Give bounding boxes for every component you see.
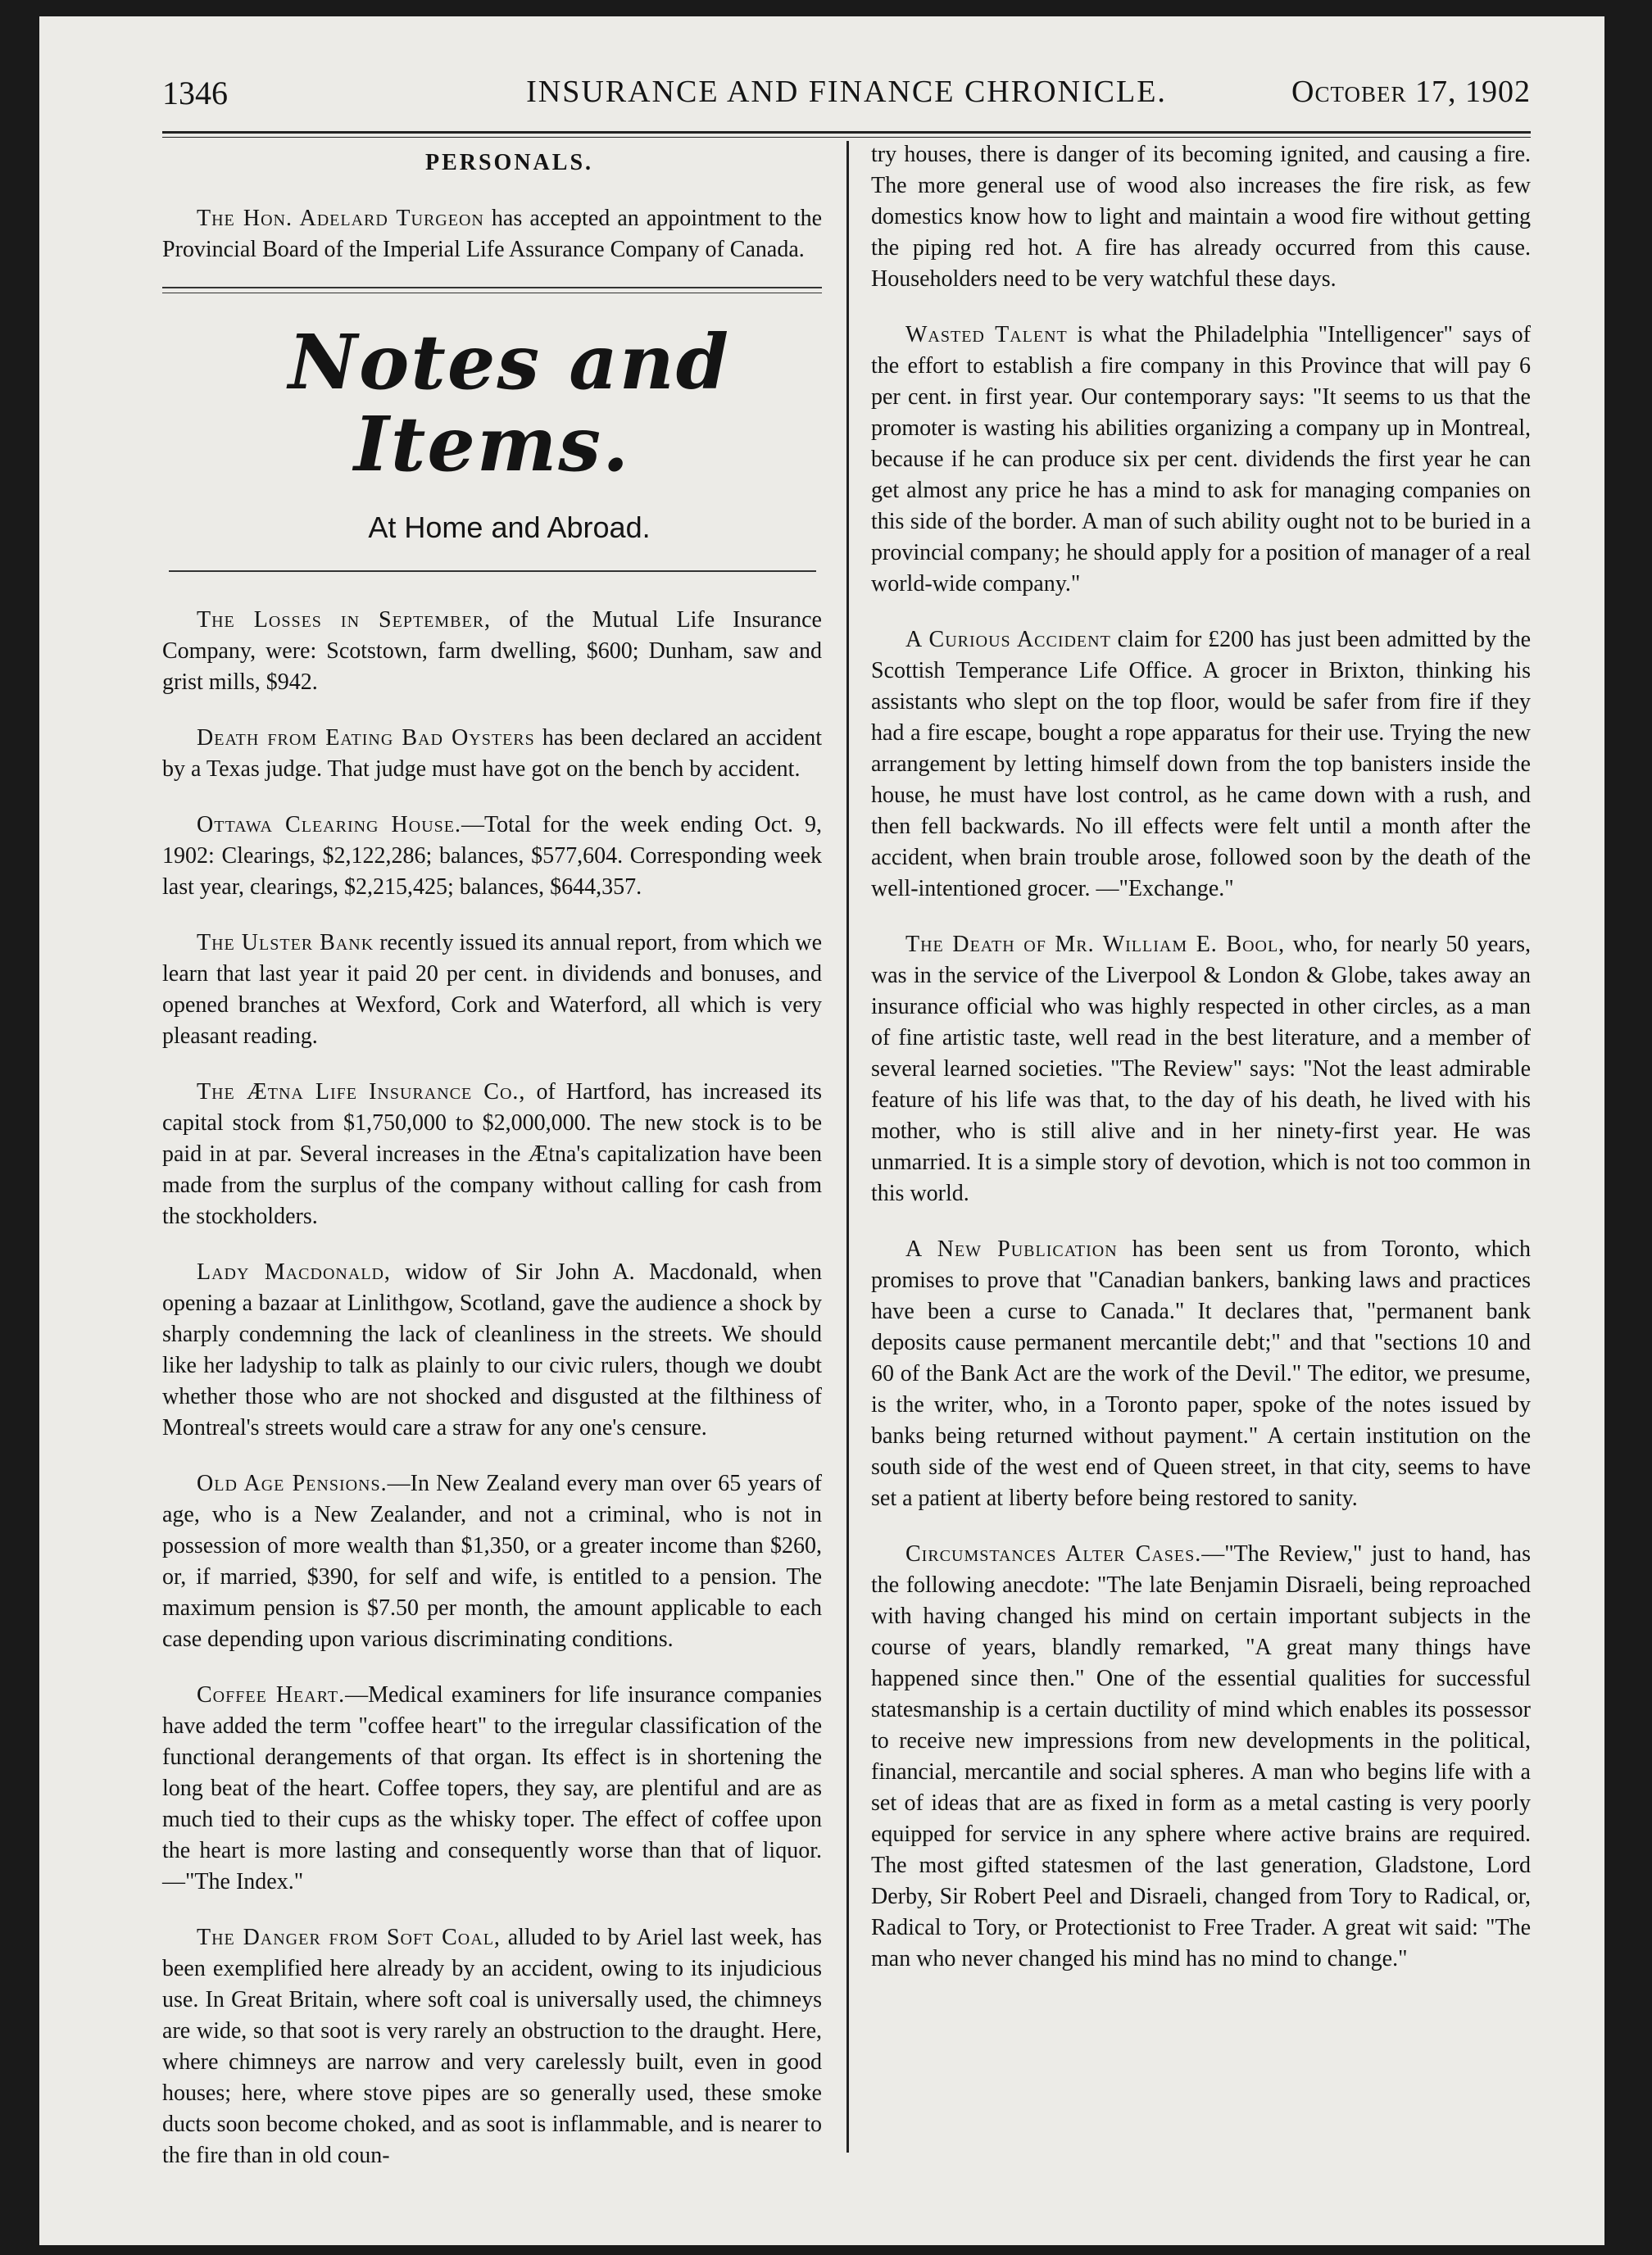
header-rule-thin — [162, 137, 1531, 138]
item-lead: The Losses in September, — [197, 607, 492, 633]
news-item-continued — [871, 139, 1531, 295]
personals-text: has accepted an appointment to the Provincial Board of the Imperial Life Assurance Company of Canada. — [162, 206, 822, 262]
item-lead: The Ulster Bank — [197, 930, 374, 955]
item-text: alluded to by Ariel last week, has been exemplified here already by an accident, owing to its injudicious use. In Great Britain, where soft coal is universally used, the chimneys are wide, so that soot is very rarely an obstruction to the draught. Here, where chimneys are narrow and very carelessly built, even in good houses; here, where stove pipes are so generally used, these smoke ducts soon become choked, and as soot is inflammable, and is nearer to the fire than in old coun- — [162, 1925, 822, 2168]
left-column — [162, 147, 822, 2196]
personals-heading: PERSONALS. — [424, 150, 594, 175]
news-item — [871, 624, 1531, 905]
publication-title: INSURANCE AND FINANCE CHRONICLE. — [526, 75, 1167, 109]
newspaper-page — [39, 16, 1604, 2245]
news-item — [871, 1539, 1531, 1975]
personals-lead: The Hon. Adelard Turgeon — [197, 206, 484, 231]
item-text: —"The Review," just to hand, has the following anecdote: "The late Benjamin Disraeli, being reproached with having changed his mind on certain important subjects in the course of years, blandly remarked, "A great many things have happened since then." One of the essential qualities for successful statesmanship is a certain ductility of mind which enables its possessor to receive new impressions from new developments in the political, financial, mercantile and social spheres. A man who begins life with a set of ideas that are as fixed in form as a metal casting is very poorly equipped for service in any sphere where active brains are required. The most gifted statesmen of the last generation, Gladstone, Lord Derby, Sir Robert Peel and Disraeli, changed from Tory to Radical, or, Radical to Tory, or Protectionist to Free Trader. A great wit said: "The man who never changed his mind has no mind to change." — [871, 1541, 1531, 1971]
right-column — [871, 139, 1531, 1999]
news-item — [871, 1234, 1531, 1514]
item-lead: Death from Eating Bad Oysters — [197, 725, 535, 751]
item-text: claim for £200 has just been admitted by the Scottish Temperance Life Office. A grocer in Brixton, thinking his assistants who slept on the top floor, would be safer from fire if they had a fire escape, bought a rope apparatus for their use. Trying the new arrangement by letting himself down from the top banisters inside the house, he must have lost control, as he came down with a rush, and then fell backwards. No ill effects were felt until a month after the accident, when brain trouble arose, followed soon by the death of the well-intentioned grocer. —"Exchange." — [871, 627, 1532, 901]
news-item — [871, 929, 1531, 1209]
section-rule — [162, 287, 822, 293]
item-lead: Coffee Heart. — [197, 1682, 346, 1708]
item-text: recently issued its annual report, from which we learn that last year it paid 20 per cent. in dividends and bonuses, and opened branches at Wexford, Cork and Waterford, all which is very pleasant reading. — [162, 930, 822, 1049]
news-item — [871, 320, 1531, 600]
item-lead: Wasted Talent — [905, 322, 1068, 347]
item-text: of Hartford, has increased its capital stock from $1,750,000 to $2,000,000. The new stock is to be paid in at par. Several increases in the Ætna's capitalization have been made from the surplus of the company without calling for cash from the stockholders. — [162, 1079, 822, 1229]
item-text: has been declared an accident by a Texas judge. That judge must have got on the bench by accident. — [162, 725, 822, 782]
issue-date: October 17, 1902 — [1291, 75, 1531, 109]
item-text: —Total for the week ending Oct. 9, 1902: Clearings, $2,122,286; balances, $577,604. Corresponding week last year, clearings, $2,215,425; balances, $644,357. — [162, 812, 823, 900]
item-text: —In New Zealand every man over 65 years of age, who is a New Zealander, and not a criminal, who is not in possession of more wealth than $1,350, or a greater income than $260, or, if married, $390, for self and wife, is entitled to a pension. The maximum pension is $7.50 per month, the amount applicable to each case depending upon various discriminating conditions. — [162, 1471, 822, 1652]
item-lead: The Ætna Life Insurance Co., — [197, 1079, 526, 1105]
item-text: is what the Philadelphia "Intelligencer" says of the effort to establish a fire company in this Province that will pay 6 per cent. in first year. Our contemporary says: "It seems to us that the promoter is wasting his abilities organizing a company up in Montreal, because if he can produce six per cent. dividends the first year he can get almost any price he has a mind to ask for managing companies on this side of the border. A man of such ability ought not to be buried in a provincial company; he should apply for a position of manager of a real world-wide company." — [871, 322, 1531, 597]
item-lead: Lady Macdonald, — [197, 1259, 391, 1285]
news-item — [162, 1077, 822, 1232]
section-title: Notes and Items. — [288, 318, 731, 488]
column-divider — [846, 141, 849, 2153]
item-text: of the Mutual Life Insurance Company, were: Scotstown, farm dwelling, $600; Dunham, saw and grist mills, $942. — [162, 607, 822, 695]
subtitle-rule — [169, 570, 816, 572]
header-rule — [162, 131, 1531, 134]
item-lead: The Death of Mr. William E. Bool, — [905, 932, 1286, 957]
item-lead: Old Age Pensions. — [197, 1471, 388, 1496]
item-text: has been sent us from Toronto, which promises to prove that "Canadian bankers, banking laws and practices have been a curse to Canada." It declares that, "permanent bank deposits cause permanent mercantile debt;" and that "sections 10 and 60 of the Bank Act are the work of the Devil." The editor, we presume, is the writer, who, in a Toronto paper, spoke of the notes issued by banks being returned without payment." A certain institution on the south side of the west end of Queen street, in that city, seems to have set a patient at liberty before being restored to sanity. — [871, 1236, 1531, 1511]
item-text: try houses, there is danger of its becoming ignited, and causing a fire. The more general use of wood also increases the fire risk, as few domestics know how to light and maintain a wood fire without getting the piping red hot. A fire has already occurred from this cause. Householders need to be very watchful these days. — [871, 142, 1531, 292]
item-text: —Medical examiners for life insurance companies have added the term "coffee heart" to the irregular classification of the functional derangements of that organ. Its effect is in shortening the long beat of the heart. Coffee topers, they say, are plentiful and are as much tied to their cups as the whisky toper. The effect of coffee upon the heart is more lasting and consequently worse than that of liquor.—"The Index." — [162, 1682, 823, 1894]
page-header — [162, 74, 1531, 123]
item-lead: The Danger from Soft Coal, — [197, 1925, 501, 1950]
news-item — [162, 1257, 822, 1444]
news-item — [162, 1922, 822, 2171]
news-item — [162, 723, 822, 785]
personals-item — [162, 203, 822, 265]
item-lead: Ottawa Clearing House. — [197, 812, 461, 837]
news-item — [162, 605, 822, 698]
section-subtitle: At Home and Abroad. — [368, 510, 651, 544]
item-lead: Circumstances Alter Cases. — [905, 1541, 1202, 1567]
item-lead: A New Publication — [905, 1236, 1118, 1262]
item-lead: A Curious Accident — [905, 627, 1111, 652]
news-item — [162, 1468, 822, 1655]
item-text: who, for nearly 50 years, was in the service of the Liverpool & London & Globe, takes away an insurance official who was highly respected in other circles, as a man of fine artistic taste, well read in the best literature, and a member of several learned societies. "The Review" says: "Not the least admirable feature of his life was that, to the day of his death, he lived with his mother, who is still alive and in her ninety-first year. He was unmarried. It is a simple story of devotion, which is not too common in this world. — [871, 932, 1531, 1206]
news-item — [162, 810, 822, 903]
news-item — [162, 1680, 822, 1898]
page-number: 1346 — [162, 75, 228, 111]
news-item — [162, 928, 822, 1052]
item-text: widow of Sir John A. Macdonald, when opening a bazaar at Linlithgow, Scotland, gave the audience a shock by sharply condemning the lack of cleanliness in the streets. We should like her ladyship to talk as plainly to our civic rulers, though we doubt whether those who are not shocked and disgusted at the filthiness of Montreal's streets would care a straw for any one's censure. — [162, 1259, 823, 1441]
